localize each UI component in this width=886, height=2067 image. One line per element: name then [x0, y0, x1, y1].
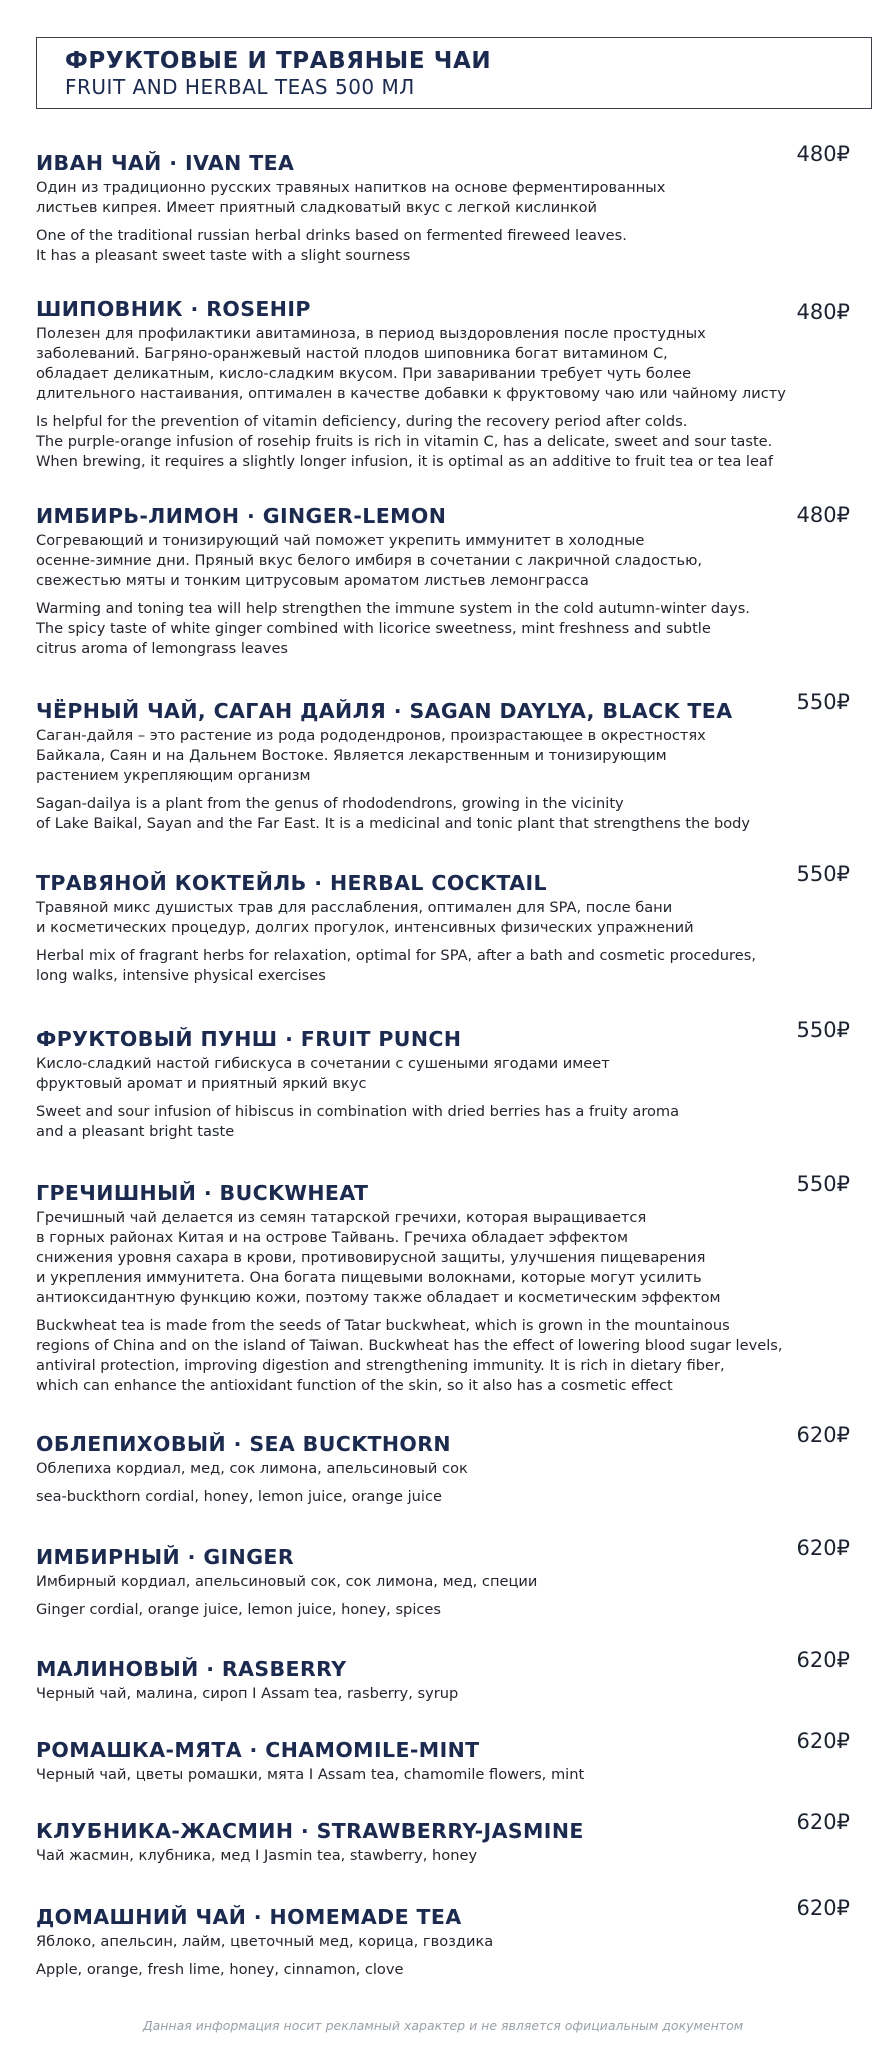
item-description-ru: Облепиха кордиал, мед, сок лимона, апельсиновый сок — [36, 1460, 468, 1477]
item-name: ДОМАШНИЙ ЧАЙ · HOMEMADE TEA — [36, 1905, 462, 1929]
section-header — [36, 37, 872, 109]
item-price: 620₽ — [796, 1536, 850, 1560]
item-price: 620₽ — [796, 1423, 850, 1447]
item-description-en: sea-buckthorn cordial, honey, lemon juice, orange juice — [36, 1488, 442, 1505]
item-description-ru: Яблоко, апельсин, лайм, цветочный мед, корица, гвоздика — [36, 1933, 494, 1950]
item-price: 480₽ — [796, 142, 850, 166]
item-description-en: Ginger cordial, orange juice, lemon juice, honey, spices — [36, 1601, 441, 1618]
item-price: 480₽ — [796, 300, 850, 324]
item-price: 550₽ — [796, 690, 850, 714]
item-description-en: Buckwheat tea is made from the seeds of Tatar buckwheat, which is grown in the mountainous regions of China and on the island of Taiwan. Buckwheat has the effect of lowering blood sugar levels, antiviral protection, improving digestion and strengthening immunity. It is rich in dietary fiber, which can enhance the antioxidant function of the skin, so it also has a cosmetic effect — [36, 1317, 783, 1394]
item-description-en: Is helpful for the prevention of vitamin deficiency, during the recovery period after colds. The purple-orange infusion of rosehip fruits is rich in vitamin C, has a delicate, sweet and sour taste. When brewing, it requires a slightly longer infusion, it is optimal as an additive to fruit tea or tea leaf — [36, 413, 774, 470]
menu-item-sea-buckthorn — [36, 1423, 850, 1507]
item-description-ru: Травяной микс душистых трав для расслабления, оптимален для SPA, после бани и косметических процедур, долгих прогулок, интенсивных физических упражнений — [36, 899, 694, 936]
item-price: 620₽ — [796, 1648, 850, 1672]
item-name: ОБЛЕПИХОВЫЙ · SEA BUCKTHORN — [36, 1432, 451, 1456]
item-price: 620₽ — [796, 1896, 850, 1920]
item-description-en: Sagan-dailya is a plant from the genus of rhododendrons, growing in the vicinity of Lake Baikal, Sayan and the Far East. It is a medicinal and tonic plant that strengthens the body — [36, 795, 751, 832]
item-price: 620₽ — [796, 1810, 850, 1834]
item-description-ru: Саган-дайля – это растение из рода рододендронов, произрастающее в окрестностях Байкала, Саян и на Дальнем Востоке. Является лекарственным и тонизирующим растением укрепляющим организм — [36, 727, 706, 784]
item-name: ТРАВЯНОЙ КОКТЕЙЛЬ · HERBAL COCKTAIL — [36, 871, 547, 895]
item-price: 550₽ — [796, 862, 850, 886]
item-description-ru: Имбирный кордиал, апельсиновый сок, сок лимона, мед, специи — [36, 1573, 538, 1590]
item-name: ИМБИРЬ-ЛИМОН · GINGER-LEMON — [36, 504, 447, 528]
item-description-en: One of the traditional russian herbal drinks based on fermented fireweed leaves. It has a pleasant sweet taste with a slight sourness — [36, 227, 627, 264]
item-price: 480₽ — [796, 503, 850, 527]
menu-item-rosehip — [36, 296, 850, 472]
item-description-ru: Чай жасмин, клубника, мед I Jasmin tea, stawberry, honey — [36, 1847, 478, 1864]
menu-item-ivan-tea — [36, 142, 850, 266]
disclaimer-footer: Данная информация носит рекламный характер и не является официальным документом — [142, 2018, 744, 2033]
item-description-ru: Черный чай, цветы ромашки, мята I Assam tea, chamomile flowers, mint — [36, 1766, 585, 1783]
item-description-ru: Гречишный чай делается из семян татарской гречихи, которая выращивается в горных районах Китая и на острове Тайвань. Гречиха обладает эффектом снижения уровня сахара в крови, противовирусной защиты, улучшения пищеварения и укрепления иммунитета. Она богата пищевыми волокнами, которые могут усилить антиоксидантную функцию кожи, поэтому также обладает и косметическим эффектом — [36, 1209, 721, 1306]
item-name: ГРЕЧИШНЫЙ · BUCKWHEAT — [36, 1181, 369, 1205]
menu-item-rasberry — [36, 1648, 850, 1704]
item-description-ru: Согревающий и тонизирующий чай поможет укрепить иммунитет в холодные осенне-зимние дни. Пряный вкус белого имбиря в сочетании с лакричной сладостью, свежестью мяты и тонким цитрусовым ароматом листьев лемонграсса — [36, 532, 703, 589]
menu-item-homemade-tea — [36, 1896, 850, 1980]
menu-item-fruit-punch — [36, 1018, 850, 1142]
item-name: ФРУКТОВЫЙ ПУНШ · FRUIT PUNCH — [36, 1027, 462, 1051]
menu-item-strawberry-jasmine — [36, 1810, 850, 1866]
item-description-ru: Кисло-сладкий настой гибискуса в сочетании с сушеными ягодами имеет фруктовый аромат и приятный яркий вкус — [36, 1055, 610, 1092]
menu-item-herbal-cocktail — [36, 862, 850, 986]
section-subtitle: FRUIT AND HERBAL TEAS 500 МЛ — [65, 75, 415, 99]
item-description-ru: Один из традиционно русских травяных напитков на основе ферментированных листьев кипрея. Имеет приятный сладковатый вкус с легкой кислинкой — [36, 179, 666, 216]
item-name: КЛУБНИКА-ЖАСМИН · STRAWBERRY-JASMINE — [36, 1819, 584, 1843]
menu-item-ginger-lemon — [36, 503, 850, 659]
menu-item-sagan-daylya — [36, 690, 850, 834]
item-name: ШИПОВНИК · ROSEHIP — [36, 297, 311, 321]
section-title: ФРУКТОВЫЕ И ТРАВЯНЫЕ ЧАИ — [65, 48, 492, 74]
item-description-en: Herbal mix of fragrant herbs for relaxation, optimal for SPA, after a bath and cosmetic procedures, long walks, intensive physical exercises — [36, 947, 756, 984]
item-price: 550₽ — [796, 1018, 850, 1042]
item-name: ИВАН ЧАЙ · IVAN TEA — [36, 151, 295, 175]
menu-item-chamomile-mint — [36, 1729, 850, 1785]
item-description-ru: Полезен для профилактики авитаминоза, в период выздоровления после простудных заболеваний. Багряно-оранжевый настой плодов шиповника богат витамином С, обладает деликатным, кисло-сладким вкусом. При заваривании требует чуть более длительного настаивания, оптимален в качестве добавки к фруктовому чаю или чайному листу — [36, 325, 786, 402]
item-name: ЧЁРНЫЙ ЧАЙ, САГАН ДАЙЛЯ · SAGAN DAYLYA, BLACK TEA — [36, 699, 733, 723]
item-description-en: Sweet and sour infusion of hibiscus in combination with dried berries has a fruity aroma and a pleasant bright taste — [36, 1103, 680, 1140]
item-description-ru: Черный чай, малина, сироп I Assam tea, rasberry, syrup — [36, 1685, 459, 1702]
item-description-en: Warming and toning tea will help strengthen the immune system in the cold autumn-winter days. The spicy taste of white ginger combined with licorice sweetness, mint freshness and subtle citrus aroma of lemongrass leaves — [36, 600, 750, 657]
menu-item-buckwheat — [36, 1172, 850, 1396]
item-price: 620₽ — [796, 1729, 850, 1753]
item-description-en: Apple, orange, fresh lime, honey, cinnamon, clove — [36, 1961, 404, 1978]
item-name: МАЛИНОВЫЙ · RASBERRY — [36, 1657, 347, 1681]
item-price: 550₽ — [796, 1172, 850, 1196]
item-name: ИМБИРНЫЙ · GINGER — [36, 1545, 295, 1569]
item-name: РОМАШКА-МЯТА · CHAMOMILE-MINT — [36, 1738, 480, 1762]
menu-item-ginger — [36, 1536, 850, 1620]
